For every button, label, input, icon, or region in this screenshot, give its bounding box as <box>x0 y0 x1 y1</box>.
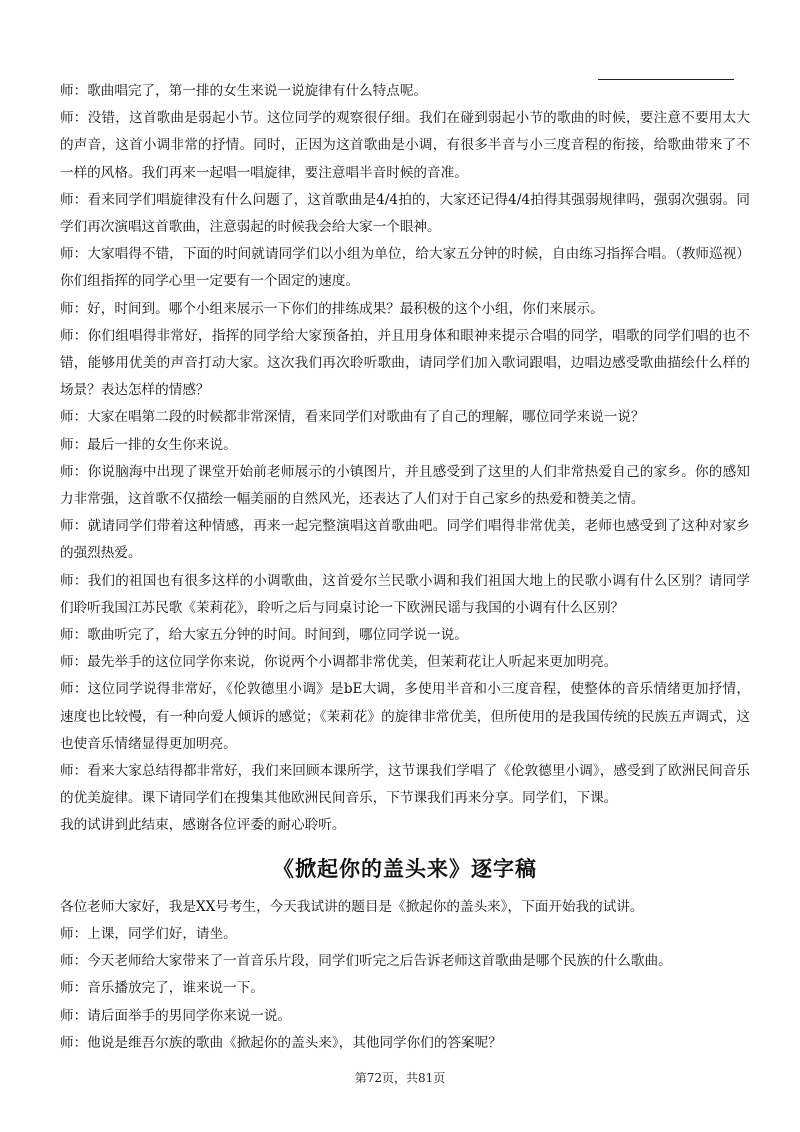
paragraph: 师：上课，同学们好，请坐。 <box>60 925 237 942</box>
page-footer: 第72页，共81页 <box>354 1071 446 1085</box>
paragraph: 师：大家在唱第二段的时候都非常深情，看来同学们对歌曲有了自己的理解，哪位同学来说一说？ <box>60 409 645 426</box>
paragraph: 师：大家唱得不错，下面的时间就请同学们以小组为单位，给大家五分钟的时候，自由练习指挥合唱。（教师巡视）你们组指挥的同学心里一定要有一个固定的速度。 <box>60 246 750 290</box>
paragraph: 师：歌曲唱完了，第一排的女生来说一说旋律有什么特点呢。 <box>60 83 428 99</box>
paragraph: 各位老师大家好，我是XX号考生，今天我试讲的题目是《掀起你的盖头来》，下面开始我的试讲。 <box>60 898 644 915</box>
paragraph: 师：我们的祖国也有很多这样的小调歌曲，这首爱尔兰民歌小调和我们祖国大地上的民歌小调有什么区别？请同学们聆听我国江苏民歌《茉莉花》，聆听之后与同桌讨论一下欧洲民谣与我国的小调有什么区别？ <box>60 572 750 616</box>
paragraph: 师：就请同学们带着这种情感，再来一起完整演唱这首歌曲吧。同学们唱得非常优美，老师也感受到了这种对家乡的强烈热爱。 <box>60 518 750 562</box>
section-title: 《掀起你的盖头来》逐字稿 <box>273 856 537 881</box>
paragraph: 师：他说是维吾尔族的歌曲《掀起你的盖头来》，其他同学你们的答案呢？ <box>60 1034 502 1051</box>
paragraph: 师：看来大家总结得都非常好，我们来回顾本课所学，这节课我们学唱了《伦敦德里小调》，感受到了欧洲民间音乐的优美旋律。课下请同学们在搜集其他欧洲民间音乐，下节课我们再来分享。同学们，下课。 <box>60 763 750 807</box>
page-content <box>60 78 750 1057</box>
transcript-part-1 <box>60 78 750 840</box>
transcript-part-2 <box>60 894 750 1057</box>
paragraph: 师：歌曲听完了，给大家五分钟的时间。时间到，哪位同学说一说。 <box>60 627 468 644</box>
paragraph: 师：看来同学们唱旋律没有什么问题了，这首歌曲是4/4拍的，大家还记得4/4拍得其强弱规律吗，强弱次强弱。同学们再次演唱这首歌曲，注意弱起的时候我会给大家一个眼神。 <box>60 191 750 236</box>
paragraph: 师：这位同学说得非常好，《伦敦德里小调》是bE大调，多使用半音和小三度音程，使整体的音乐情绪更加抒情，速度也比较慢，有一种向爱人倾诉的感觉；《茉莉花》的旋律非常优美，但所使用的是我国传统的民族五声调式，这也使音乐情绪显得更加明亮。 <box>60 681 750 752</box>
paragraph: 师：今天老师给大家带来了一首音乐片段，同学们听完之后告诉老师这首歌曲是哪个民族的什么歌曲。 <box>60 953 672 970</box>
paragraph: 我的试讲到此结束，感谢各位评委的耐心聆听。 <box>60 817 346 834</box>
paragraph: 师：请后面举手的男同学你来说一说。 <box>60 1007 292 1024</box>
paragraph: 师：好，时间到。哪个小组来展示一下你们的排练成果？最积极的这个小组，你们来展示。 <box>60 300 604 317</box>
paragraph: 师：音乐播放完了，谁来说一下。 <box>60 980 264 997</box>
paragraph: 师：你说脑海中出现了课堂开始前老师展示的小镇图片，并且感受到了这里的人们非常热爱自己的家乡。你的感知力非常强，这首歌不仅描绘一幅美丽的自然风光，还表达了人们对于自己家乡的热爱和赞美之情。 <box>60 463 750 508</box>
paragraph: 师：你们组唱得非常好，指挥的同学给大家预备拍，并且用身体和眼神来提示合唱的同学，唱歌的同学们唱的也不错，能够用优美的声音打动大家。这次我们再次聆听歌曲，请同学们加入歌词跟唱，边唱边感受歌曲描绘什么样的场景？表达怎样的情感？ <box>60 327 750 399</box>
paragraph: 师：最后一排的女生你来说。 <box>60 436 237 453</box>
paragraph: 师：没错，这首歌曲是弱起小节。这位同学的观察很仔细。我们在碰到弱起小节的歌曲的时候，要注意不要用太大的声音，这首小调非常的抒情。同时，正因为这首歌曲是小调，有很多半音与小三度音程的衔接，给歌曲带来了不一样的风格。我们再来一起唱一唱旋律，要注意唱半音时候的音准。 <box>60 110 750 181</box>
paragraph: 师：最先举手的这位同学你来说，你说两个小调都非常优美，但茉莉花让人听起来更加明亮。 <box>60 654 618 671</box>
